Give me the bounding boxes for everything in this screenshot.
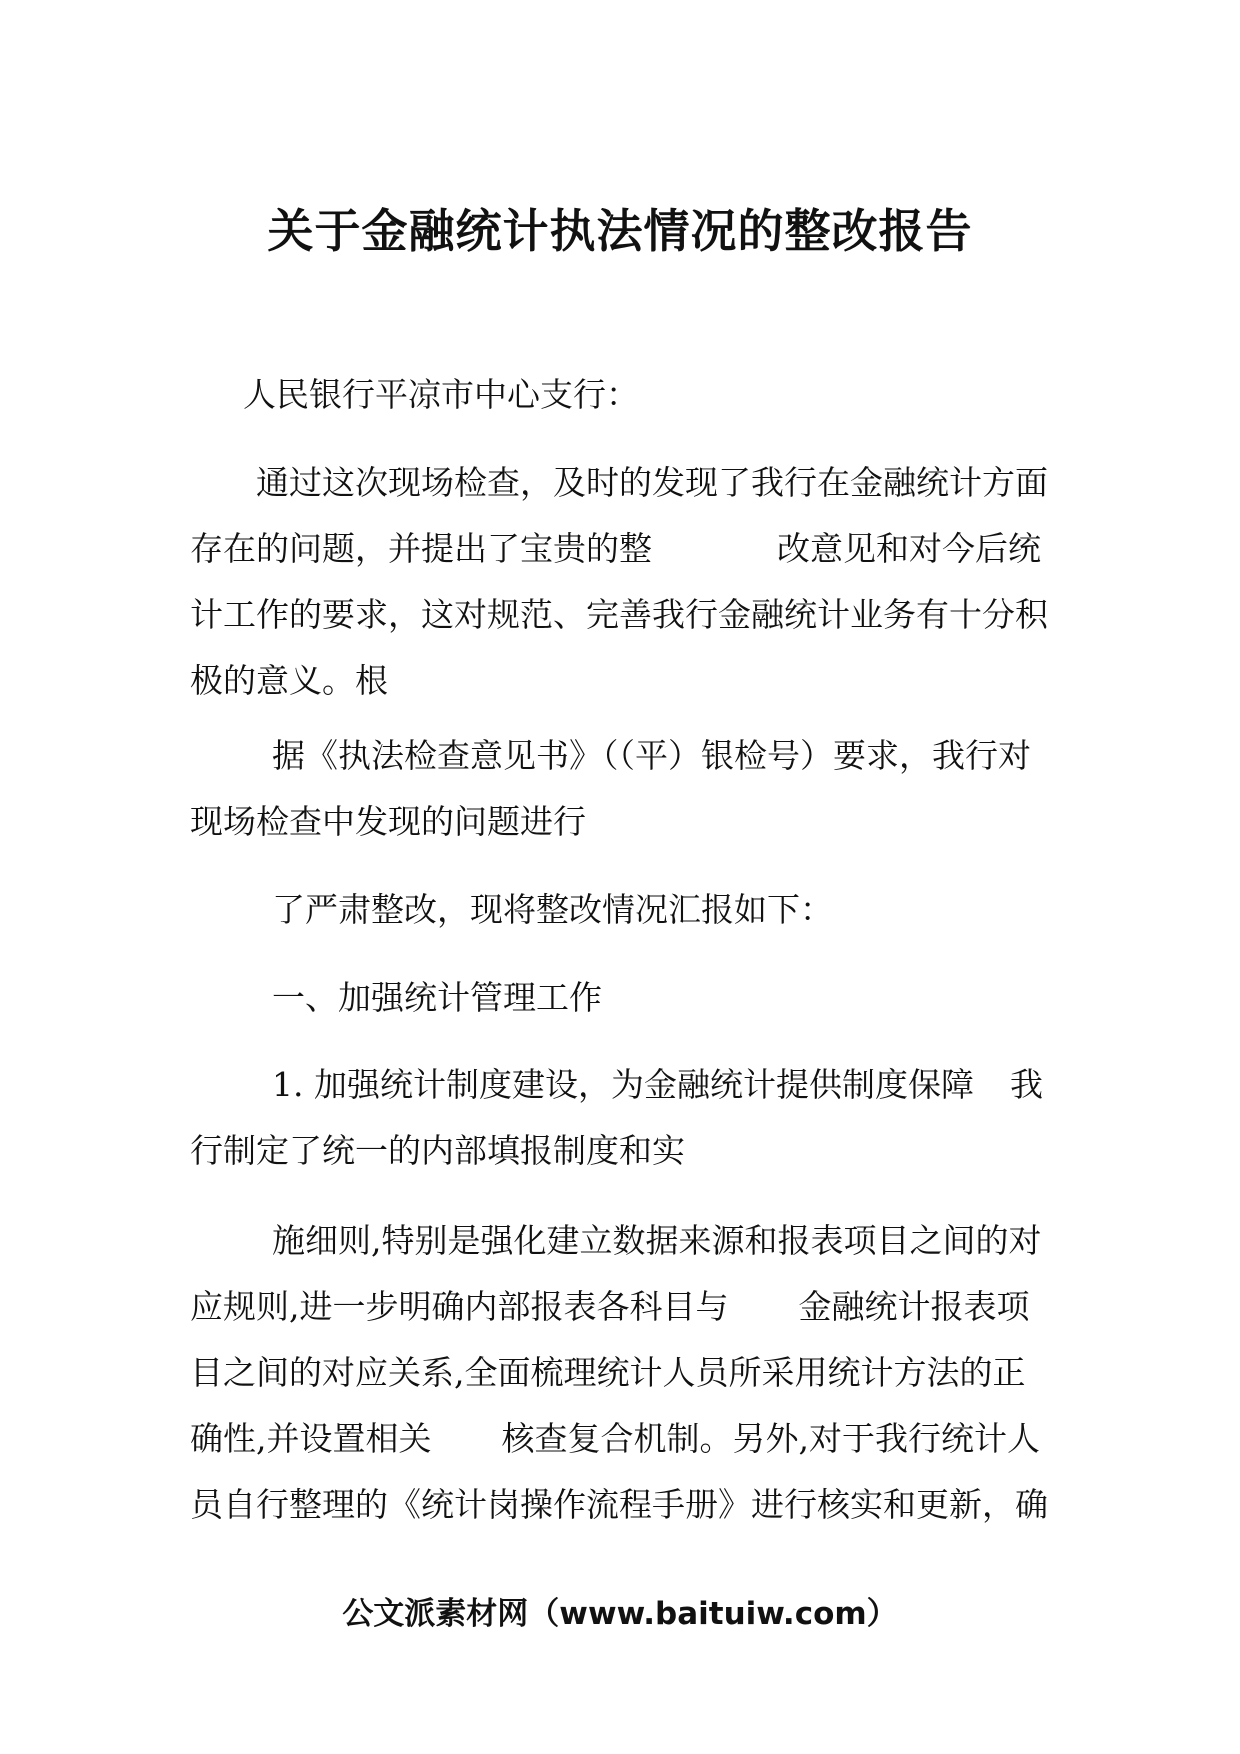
section-heading-1: 一、加强统计管理工作 — [272, 978, 602, 1017]
paragraph-5 — [190, 1052, 1050, 1184]
paragraph-1 — [190, 450, 1050, 714]
paragraph-6 — [190, 1208, 1050, 1538]
subsection-heading-1-1: 1. 加强统计制度建设，为金融统计提供制度保障 — [272, 1065, 974, 1104]
paragraph-1-part-a: 通过这次现场检查，及时的发现了我行在金融统计方面存在的问题，并提出了宝贵的整 — [190, 463, 1048, 568]
document-title: 关于金融统计执法情况的整改报告 — [267, 204, 973, 258]
paragraph-6-part-c: 核查复合机制。另外,对于我行统计人员自行整理的《统计岗操作流程手册》进行核实和更新，确 — [190, 1419, 1048, 1524]
paragraph-6-part-b: 金融统计报表项目之间的对应关系,全面梳理统计人员所采用统计方法的正确性,并设置相关 — [190, 1287, 1030, 1458]
paragraph-5-body: 我行制定了统一的内部填报制度和实 — [190, 1065, 1043, 1170]
salutation: 人民银行平凉市中心支行： — [243, 375, 639, 414]
paragraph-1-part-b: 改意见和对今后统计工作的要求，这对规范、完善我行金融统计业务有十分积极的意义。根 — [190, 529, 1048, 700]
footer-watermark: 公文派素材网（www.baituiw.com） — [342, 1596, 898, 1632]
paragraph-3: 了严肃整改，现将整改情况汇报如下： — [272, 890, 833, 929]
paragraph-6-part-a: 施细则,特别是强化建立数据来源和报表项目之间的对应规则,进一步明确内部报表各科目与 — [190, 1221, 1042, 1326]
paragraph-2: 据《执法检查意见书》（（平）银检号）要求，我行对现场检查中发现的问题进行 — [190, 736, 1031, 841]
